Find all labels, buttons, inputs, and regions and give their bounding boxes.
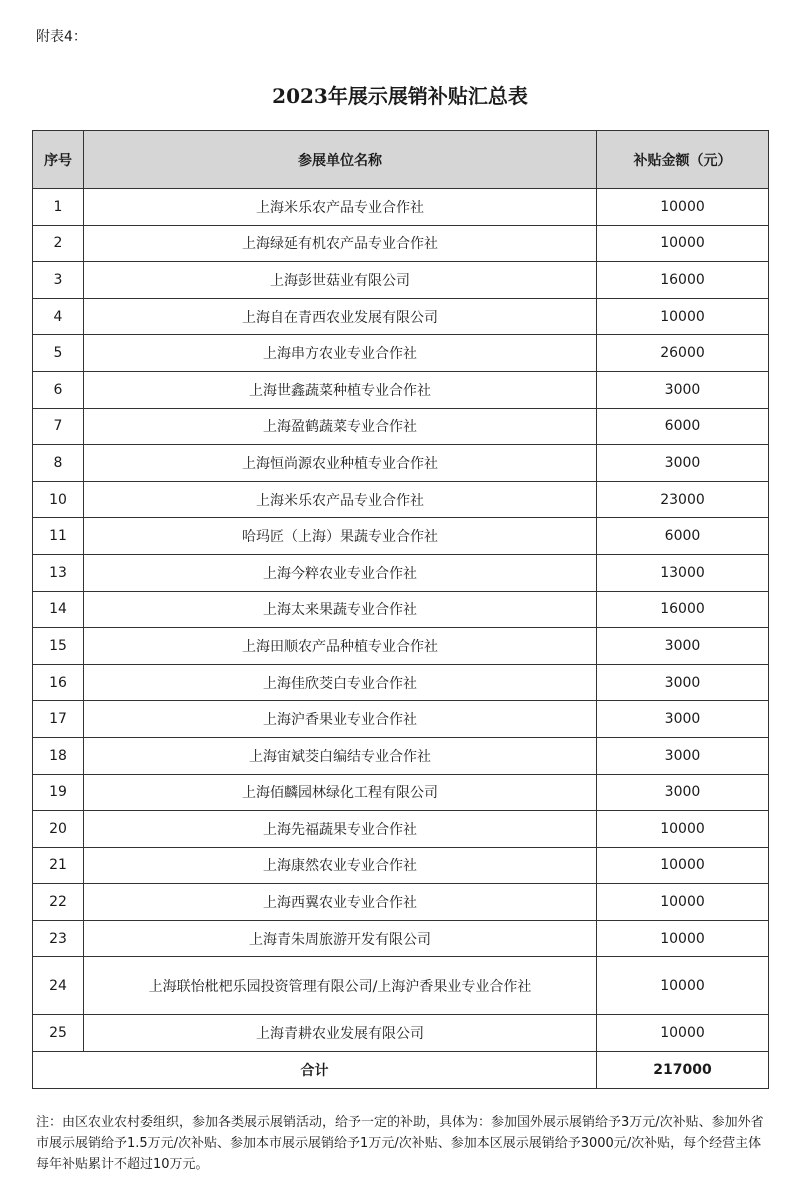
cell-unit-name: 上海今粹农业专业合作社	[84, 554, 597, 591]
cell-amount: 16000	[597, 591, 769, 628]
cell-serial: 4	[33, 298, 84, 335]
header-amount: 补贴金额（元）	[597, 131, 769, 189]
table-row	[33, 884, 769, 921]
header-unit-name: 参展单位名称	[84, 131, 597, 189]
table-row	[33, 591, 769, 628]
table-header-row	[33, 131, 769, 189]
cell-serial: 2	[33, 225, 84, 262]
cell-serial: 1	[33, 189, 84, 226]
cell-unit-name: 上海自在青西农业发展有限公司	[84, 298, 597, 335]
cell-amount: 10000	[597, 225, 769, 262]
cell-unit-name: 上海西翼农业专业合作社	[84, 884, 597, 921]
table-row	[33, 701, 769, 738]
cell-amount: 3000	[597, 774, 769, 811]
cell-serial: 21	[33, 847, 84, 884]
footnote: 注：由区农业农村委组织，参加各类展示展销活动，给予一定的补助，具体为：参加国外展示展销给予3万元/次补贴、参加外省市展示展销给予1.5万元/次补贴、参加本市展示展销给予1万元/次补贴、参加本区展示展销给予3000元/次补贴，每个经营主体每年补贴累计不超过10万元。	[36, 1115, 764, 1172]
table-row	[33, 664, 769, 701]
table-body	[33, 189, 769, 1089]
cell-serial: 5	[33, 335, 84, 372]
cell-unit-name: 上海恒尚源农业种植专业合作社	[84, 445, 597, 482]
table-row	[33, 518, 769, 555]
table-row	[33, 189, 769, 226]
cell-serial: 16	[33, 664, 84, 701]
header-serial: 序号	[33, 131, 84, 189]
cell-amount: 10000	[597, 1015, 769, 1052]
cell-unit-name: 上海宙斌茭白编结专业合作社	[84, 737, 597, 774]
cell-unit-name: 上海佰麟园林绿化工程有限公司	[84, 774, 597, 811]
table-row	[33, 262, 769, 299]
cell-amount: 10000	[597, 298, 769, 335]
cell-unit-name: 上海米乐农产品专业合作社	[84, 481, 597, 518]
total-row	[33, 1052, 769, 1089]
table-row	[33, 554, 769, 591]
cell-serial: 10	[33, 481, 84, 518]
table-row	[33, 920, 769, 957]
cell-amount: 10000	[597, 884, 769, 921]
cell-amount: 3000	[597, 737, 769, 774]
cell-serial: 18	[33, 737, 84, 774]
cell-serial: 23	[33, 920, 84, 957]
cell-serial: 24	[33, 957, 84, 1015]
table-row	[33, 225, 769, 262]
total-amount: 217000	[597, 1052, 769, 1089]
cell-serial: 8	[33, 445, 84, 482]
cell-serial: 17	[33, 701, 84, 738]
cell-unit-name: 上海世鑫蔬菜种植专业合作社	[84, 371, 597, 408]
cell-unit-name: 上海联怡枇杷乐园投资管理有限公司/上海沪香果业专业合作社	[84, 957, 597, 1015]
annex-label: 附表4：	[36, 29, 87, 45]
cell-amount: 10000	[597, 189, 769, 226]
table-row	[33, 1015, 769, 1052]
table-row	[33, 371, 769, 408]
table-row	[33, 445, 769, 482]
cell-amount: 10000	[597, 811, 769, 848]
cell-amount: 26000	[597, 335, 769, 372]
cell-unit-name: 上海米乐农产品专业合作社	[84, 189, 597, 226]
cell-unit-name: 上海沪香果业专业合作社	[84, 701, 597, 738]
cell-unit-name: 上海彭世菇业有限公司	[84, 262, 597, 299]
table-row	[33, 737, 769, 774]
cell-serial: 3	[33, 262, 84, 299]
cell-amount: 23000	[597, 481, 769, 518]
table-row	[33, 481, 769, 518]
cell-amount: 6000	[597, 518, 769, 555]
table-row	[33, 408, 769, 445]
cell-serial: 6	[33, 371, 84, 408]
cell-unit-name: 上海绿延有机农产品专业合作社	[84, 225, 597, 262]
cell-serial: 11	[33, 518, 84, 555]
cell-amount: 3000	[597, 701, 769, 738]
table-row	[33, 774, 769, 811]
page-title: 2023年展示展销补贴汇总表	[272, 84, 528, 108]
table-row	[33, 298, 769, 335]
cell-unit-name: 哈玛匠（上海）果蔬专业合作社	[84, 518, 597, 555]
cell-amount: 3000	[597, 664, 769, 701]
table-row	[33, 335, 769, 372]
cell-unit-name: 上海先福蔬果专业合作社	[84, 811, 597, 848]
cell-amount: 16000	[597, 262, 769, 299]
cell-unit-name: 上海田顺农产品种植专业合作社	[84, 628, 597, 665]
cell-unit-name: 上海盈鹤蔬菜专业合作社	[84, 408, 597, 445]
cell-serial: 22	[33, 884, 84, 921]
table-row	[33, 847, 769, 884]
cell-serial: 20	[33, 811, 84, 848]
cell-unit-name: 上海太来果蔬专业合作社	[84, 591, 597, 628]
table-row	[33, 957, 769, 1015]
cell-unit-name: 上海佳欣茭白专业合作社	[84, 664, 597, 701]
cell-amount: 3000	[597, 371, 769, 408]
cell-unit-name: 上海康然农业专业合作社	[84, 847, 597, 884]
cell-serial: 14	[33, 591, 84, 628]
cell-serial: 13	[33, 554, 84, 591]
cell-serial: 19	[33, 774, 84, 811]
table-row	[33, 811, 769, 848]
cell-amount: 10000	[597, 847, 769, 884]
cell-amount: 10000	[597, 920, 769, 957]
cell-amount: 10000	[597, 957, 769, 1015]
cell-amount: 6000	[597, 408, 769, 445]
cell-unit-name: 上海青耕农业发展有限公司	[84, 1015, 597, 1052]
subsidy-table	[32, 130, 769, 1089]
cell-unit-name: 上海青朱周旅游开发有限公司	[84, 920, 597, 957]
cell-serial: 25	[33, 1015, 84, 1052]
cell-amount: 3000	[597, 628, 769, 665]
cell-unit-name: 上海串方农业专业合作社	[84, 335, 597, 372]
cell-amount: 13000	[597, 554, 769, 591]
cell-serial: 7	[33, 408, 84, 445]
table-row	[33, 628, 769, 665]
cell-amount: 3000	[597, 445, 769, 482]
cell-serial: 15	[33, 628, 84, 665]
total-label: 合计	[33, 1052, 597, 1089]
